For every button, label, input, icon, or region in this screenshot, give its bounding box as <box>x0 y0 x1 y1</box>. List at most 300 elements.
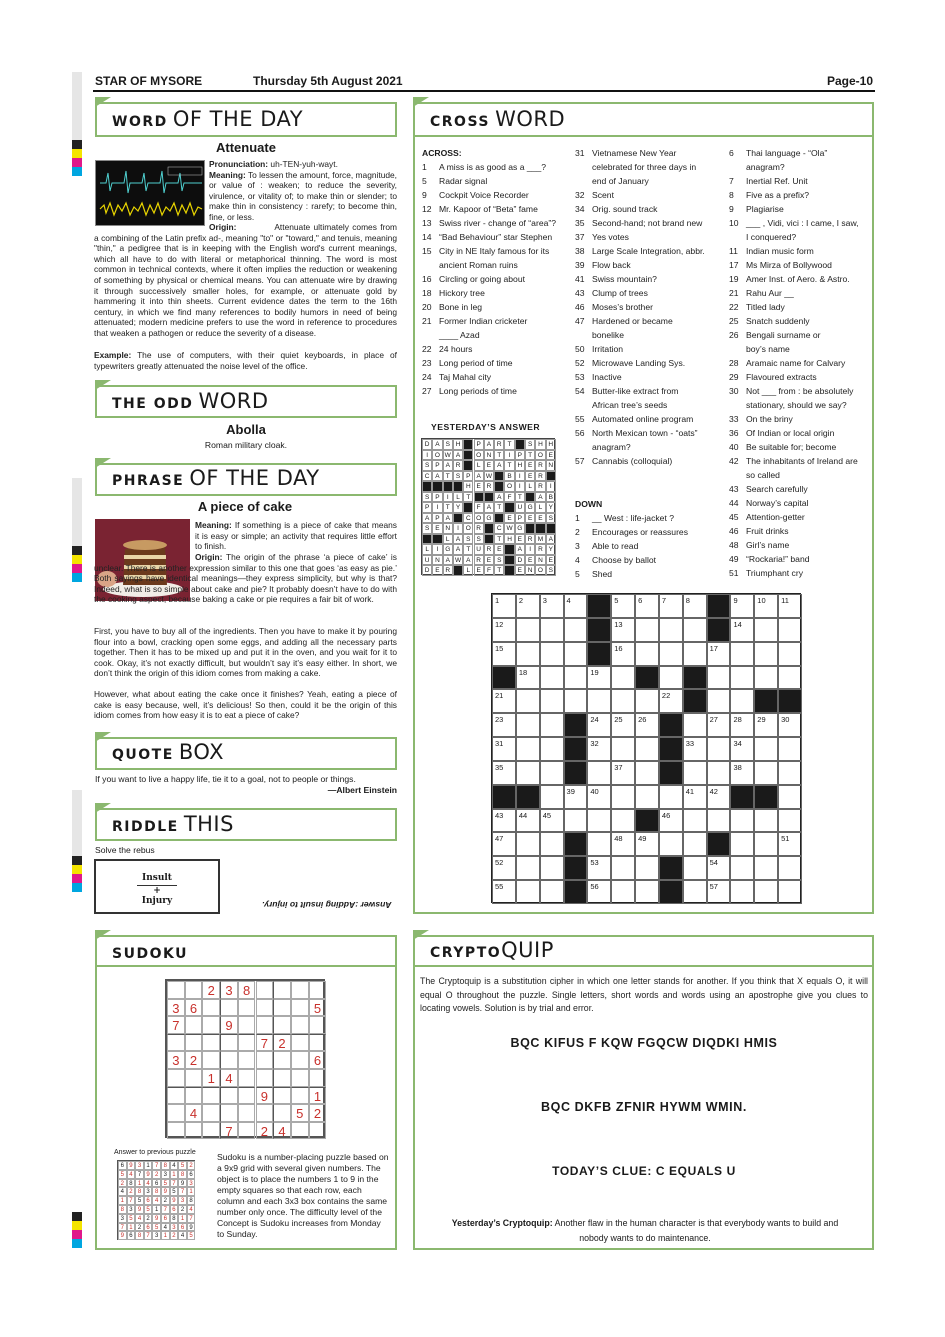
crossword-cell[interactable] <box>635 880 659 904</box>
sudoku-cell[interactable]: 4 <box>273 1122 291 1140</box>
sudoku-cell[interactable]: 6 <box>185 999 203 1017</box>
crossword-cell[interactable]: 52 <box>492 856 516 880</box>
sudoku-cell[interactable]: 5 <box>309 999 327 1017</box>
sudoku-cell[interactable] <box>273 981 291 999</box>
crossword-block <box>635 666 659 690</box>
crossword-cell[interactable] <box>683 832 707 856</box>
sudoku-cell[interactable] <box>202 1087 220 1105</box>
crossword-cell[interactable]: 11 <box>778 594 802 618</box>
wotd-example: Example: The use of computers, with their quiet keyboards, in place of typewriters greatly attenuated the noise level of the office. <box>94 350 397 371</box>
clue-line: 28 Aramaic name for Calvary <box>729 358 846 368</box>
crossword-cell[interactable] <box>707 809 731 833</box>
crossword-cell[interactable]: 21 <box>492 689 516 713</box>
yesterday-cell: B <box>546 492 556 503</box>
crossword-cell[interactable] <box>730 832 754 856</box>
yesterday-cell: E <box>432 565 442 576</box>
crossword-cell[interactable] <box>730 689 754 713</box>
crossword-cell[interactable]: 15 <box>492 642 516 666</box>
yesterday-cell: N <box>525 565 535 576</box>
crossword-cell[interactable]: 8 <box>683 594 707 618</box>
crossword-cell[interactable]: 57 <box>707 880 731 904</box>
previous-sudoku-cell: 6 <box>187 1170 196 1179</box>
crossword-cell[interactable] <box>540 666 564 690</box>
crossword-cell[interactable] <box>683 761 707 785</box>
crossword-cell[interactable] <box>540 856 564 880</box>
crossword-cell[interactable] <box>659 666 683 690</box>
crossword-cell[interactable] <box>635 618 659 642</box>
rebus-line1: Insult <box>142 873 172 883</box>
yesterday-cell <box>432 481 442 492</box>
sudoku-cell[interactable] <box>167 1034 185 1052</box>
sudoku-cell[interactable] <box>185 1087 203 1105</box>
sudoku-cell[interactable] <box>202 1034 220 1052</box>
crossword-cell[interactable] <box>516 832 540 856</box>
crossword-cell[interactable] <box>540 737 564 761</box>
crossword-cell[interactable] <box>587 832 611 856</box>
sudoku-cell[interactable]: 2 <box>273 1034 291 1052</box>
yesterday-cell: S <box>463 534 473 545</box>
sudoku-cell[interactable]: 3 <box>167 999 185 1017</box>
clue-line: 33 On the briny <box>729 414 793 424</box>
crossword-cell[interactable] <box>707 689 731 713</box>
sudoku-cell[interactable] <box>185 1122 203 1140</box>
sudoku-cell[interactable]: 2 <box>309 1104 327 1122</box>
sudoku-cell[interactable] <box>273 1051 291 1069</box>
yesterday-cell: O <box>504 481 514 492</box>
wotd-body-right: Pronunciation: uh-TEN-yuh-wayt. Meaning: To lessen the amount, force, magnitude, or value of : weaken; to reduce the severity, virulence, or vitality of; to make thin or slender; to make thin in consistency : rarefy; to become thin, fine, or less. <box>209 159 397 222</box>
sudoku-cell[interactable] <box>291 1016 309 1034</box>
crossword-cell[interactable] <box>778 809 802 833</box>
crossword-cell[interactable] <box>635 856 659 880</box>
crossword-block <box>659 761 683 785</box>
crossword-cell[interactable]: 26 <box>635 713 659 737</box>
crossword-cell[interactable]: 31 <box>492 737 516 761</box>
yesterday-cell: E <box>546 555 556 566</box>
sudoku-cell[interactable] <box>273 1069 291 1087</box>
sudoku-cell[interactable] <box>238 1016 256 1034</box>
sudoku-cell[interactable] <box>202 1122 220 1140</box>
sudoku-cell[interactable]: 7 <box>167 1016 185 1034</box>
yesterday-cell: S <box>546 513 556 524</box>
sudoku-cell[interactable] <box>291 1034 309 1052</box>
crossword-cell[interactable]: 13 <box>611 618 635 642</box>
crossword-cell[interactable] <box>778 666 802 690</box>
sudoku-cell[interactable] <box>220 1051 238 1069</box>
crossword-cell[interactable]: 45 <box>540 809 564 833</box>
sudoku-cell[interactable]: 7 <box>220 1122 238 1140</box>
yesterday-cell: A <box>443 460 453 471</box>
sudoku-cell[interactable] <box>309 1069 327 1087</box>
crossword-cell[interactable]: 47 <box>492 832 516 856</box>
crossword-cell[interactable] <box>754 761 778 785</box>
crossword-cell[interactable] <box>754 832 778 856</box>
sudoku-cell[interactable] <box>185 981 203 999</box>
sudoku-cell[interactable] <box>291 999 309 1017</box>
riddle-answer: Answer :Adding insult to injury. <box>262 900 392 910</box>
crossword-cell[interactable]: 42 <box>707 785 731 809</box>
crossword-cell[interactable] <box>683 880 707 904</box>
crossword-cell[interactable] <box>611 689 635 713</box>
sudoku-cell[interactable]: 3 <box>167 1051 185 1069</box>
sudoku-cell[interactable] <box>273 999 291 1017</box>
yesterday-cell: P <box>463 471 473 482</box>
crossword-cell[interactable] <box>540 832 564 856</box>
sudoku-cell[interactable] <box>202 999 220 1017</box>
crossword-cell[interactable] <box>564 689 588 713</box>
crossword-cell[interactable] <box>754 809 778 833</box>
sudoku-cell[interactable] <box>238 1051 256 1069</box>
sudoku-cell[interactable]: 4 <box>220 1069 238 1087</box>
yesterday-cell <box>515 439 525 450</box>
sudoku-cell[interactable] <box>238 1087 256 1105</box>
sudoku-cell[interactable] <box>167 1122 185 1140</box>
crossword-cell[interactable]: 30 <box>778 713 802 737</box>
sudoku-cell[interactable] <box>185 1069 203 1087</box>
sudoku-cell[interactable] <box>273 1104 291 1122</box>
sudoku-cell[interactable] <box>291 1051 309 1069</box>
clue-line: 54 Butter-like extract from <box>575 386 679 396</box>
crossword-cell[interactable] <box>754 618 778 642</box>
crossword-cell[interactable] <box>635 689 659 713</box>
sudoku-cell[interactable] <box>238 1104 256 1122</box>
crossword-cell[interactable]: 3 <box>540 594 564 618</box>
crossword-cell[interactable]: 14 <box>730 618 754 642</box>
clue-line: 23 Long period of time <box>422 358 513 368</box>
crossword-cell[interactable] <box>564 666 588 690</box>
crossword-cell[interactable] <box>540 761 564 785</box>
crossword-block <box>564 713 588 737</box>
crossword-cell[interactable]: 24 <box>587 713 611 737</box>
yesterday-cell: S <box>474 534 484 545</box>
crossword-cell[interactable]: 53 <box>587 856 611 880</box>
crossword-cell[interactable] <box>778 642 802 666</box>
crossword-cell[interactable] <box>540 880 564 904</box>
crossword-cell[interactable]: 32 <box>587 737 611 761</box>
clue-line: stationary, should we say? <box>746 400 847 410</box>
sudoku-cell[interactable] <box>167 981 185 999</box>
crossword-cell[interactable] <box>730 642 754 666</box>
crossword-cell[interactable] <box>754 642 778 666</box>
crossword-cell[interactable] <box>611 785 635 809</box>
crossword-cell[interactable]: 25 <box>611 713 635 737</box>
sudoku-cell[interactable] <box>309 1016 327 1034</box>
issue-date: Thursday 5th August 2021 <box>253 74 403 88</box>
crossword-cell[interactable]: 46 <box>659 809 683 833</box>
crossword-cell[interactable] <box>540 785 564 809</box>
crossword-cell[interactable] <box>707 761 731 785</box>
crossword-cell[interactable] <box>564 618 588 642</box>
crossword-cell[interactable] <box>778 856 802 880</box>
crossword-cell[interactable] <box>635 737 659 761</box>
sudoku-cell[interactable]: 2 <box>256 1122 274 1140</box>
wotd-title: WORD OF THE DAY <box>112 107 304 131</box>
sudoku-cell[interactable] <box>202 1104 220 1122</box>
yesterday-cell <box>463 460 473 471</box>
clue-line: 17 Ms Mirza of Bollywood <box>729 260 832 270</box>
crossword-cell[interactable] <box>659 785 683 809</box>
crossword-cell[interactable]: 40 <box>587 785 611 809</box>
crossword-cell[interactable]: 38 <box>730 761 754 785</box>
crossword-cell[interactable] <box>778 880 802 904</box>
sudoku-cell[interactable] <box>273 1016 291 1034</box>
previous-sudoku-cell: 5 <box>178 1161 187 1170</box>
sudoku-cell[interactable] <box>167 1087 185 1105</box>
crossword-cell[interactable] <box>778 737 802 761</box>
crossword-cell[interactable] <box>754 856 778 880</box>
crossword-cell[interactable] <box>564 809 588 833</box>
clue-line: anagram? <box>746 162 785 172</box>
crossword-cell[interactable] <box>659 618 683 642</box>
crossword-cell[interactable]: 4 <box>564 594 588 618</box>
crossword-cell[interactable] <box>540 642 564 666</box>
clue-line: 47 Hardened or became <box>575 316 673 326</box>
sudoku-cell[interactable] <box>291 1087 309 1105</box>
clue-line: 25 Snatch suddenly <box>729 316 810 326</box>
crossword-cell[interactable]: 43 <box>492 809 516 833</box>
crossword-cell[interactable] <box>516 880 540 904</box>
clue-line: African tree’s seeds <box>592 400 668 410</box>
crossword-cell[interactable]: 33 <box>683 737 707 761</box>
sudoku-cell[interactable] <box>256 1069 274 1087</box>
crossword-cell[interactable]: 23 <box>492 713 516 737</box>
crossword-cell[interactable] <box>659 832 683 856</box>
crossword-cell[interactable] <box>707 666 731 690</box>
sudoku-cell[interactable] <box>238 1034 256 1052</box>
clue-line: 51 Triumphant cry <box>729 568 803 578</box>
clue-line: 5 Radar signal <box>422 176 488 186</box>
sudoku-cell[interactable] <box>238 1122 256 1140</box>
crossword-cell[interactable] <box>635 785 659 809</box>
crossword-cell[interactable] <box>707 737 731 761</box>
sudoku-cell[interactable]: 9 <box>256 1087 274 1105</box>
clue-line: 46 Moses’s brother <box>575 302 653 312</box>
sudoku-cell[interactable] <box>238 999 256 1017</box>
yesterday-cell: R <box>535 471 545 482</box>
yesterday-cell: S <box>494 555 504 566</box>
riddle-title: RIDDLE THIS <box>112 812 234 836</box>
yesterday-cell: R <box>443 565 453 576</box>
crossword-cell[interactable]: 10 <box>754 594 778 618</box>
sudoku-cell[interactable]: 4 <box>185 1104 203 1122</box>
crossword-cell[interactable]: 35 <box>492 761 516 785</box>
crossword-cell[interactable] <box>611 809 635 833</box>
yesterday-cell: E <box>515 565 525 576</box>
sudoku-cell[interactable] <box>256 1051 274 1069</box>
sudoku-cell[interactable] <box>220 999 238 1017</box>
yesterday-cell: C <box>494 523 504 534</box>
yesterday-cryptoquip-label: Yesterday’s Cryptoquip: <box>451 1218 553 1228</box>
sudoku-cell[interactable] <box>309 1122 327 1140</box>
crossword-cell[interactable] <box>730 856 754 880</box>
yesterday-cell: P <box>432 492 442 503</box>
sudoku-cell[interactable] <box>220 1034 238 1052</box>
crossword-cell[interactable] <box>516 618 540 642</box>
crossword-cell[interactable]: 5 <box>611 594 635 618</box>
sudoku-cell[interactable] <box>256 981 274 999</box>
crossword-cell[interactable] <box>635 761 659 785</box>
sudoku-cell[interactable] <box>220 1104 238 1122</box>
yesterday-cell: I <box>422 450 432 461</box>
crossword-cell[interactable]: 17 <box>707 642 731 666</box>
previous-sudoku-cell: 3 <box>135 1161 144 1170</box>
yesterday-cell: S <box>422 492 432 503</box>
crossword-cell[interactable]: 6 <box>635 594 659 618</box>
crossword-cell[interactable] <box>516 713 540 737</box>
crossword-cell[interactable] <box>754 880 778 904</box>
sudoku-cell[interactable] <box>202 1051 220 1069</box>
crossword-cell[interactable] <box>730 880 754 904</box>
crossword-cell[interactable] <box>683 713 707 737</box>
crossword-cell[interactable] <box>587 809 611 833</box>
sudoku-cell[interactable]: 7 <box>256 1034 274 1052</box>
yesterday-cell: Y <box>546 544 556 555</box>
yesterday-cell: R <box>474 555 484 566</box>
crossword-cell[interactable] <box>778 618 802 642</box>
crossword-cell[interactable]: 44 <box>516 809 540 833</box>
yesterday-cell: U <box>422 555 432 566</box>
crossword-cell[interactable] <box>635 642 659 666</box>
clue-line: 7 Inertial Ref. Unit <box>729 176 808 186</box>
crossword-cell[interactable] <box>683 642 707 666</box>
yesterday-cell: R <box>474 523 484 534</box>
crossword-cell[interactable] <box>564 642 588 666</box>
crossword-cell[interactable] <box>683 856 707 880</box>
sudoku-cell[interactable]: 2 <box>202 981 220 999</box>
crossword-cell[interactable]: 51 <box>778 832 802 856</box>
crossword-cell[interactable] <box>611 666 635 690</box>
yesterday-cell: R <box>494 439 504 450</box>
crossword-cell[interactable] <box>754 666 778 690</box>
crossword-cell[interactable] <box>516 856 540 880</box>
crossword-cell[interactable]: 49 <box>635 832 659 856</box>
crossword-cell[interactable] <box>540 689 564 713</box>
sudoku-cell[interactable]: 3 <box>220 981 238 999</box>
sudoku-cell[interactable] <box>309 1034 327 1052</box>
yesterday-cell: P <box>432 513 442 524</box>
yesterday-cell: T <box>443 502 453 513</box>
crossword-cell[interactable] <box>540 713 564 737</box>
crossword-cell[interactable]: 7 <box>659 594 683 618</box>
sudoku-cell[interactable] <box>238 1069 256 1087</box>
sudoku-cell[interactable] <box>256 999 274 1017</box>
crossword-cell[interactable]: 18 <box>516 666 540 690</box>
yesterday-cell: A <box>494 460 504 471</box>
yesterday-cell: P <box>474 439 484 450</box>
yesterday-cell: A <box>484 502 494 513</box>
crossword-cell[interactable] <box>659 642 683 666</box>
crossword-cell[interactable]: 39 <box>564 785 588 809</box>
sudoku-cell[interactable]: 2 <box>185 1051 203 1069</box>
crossword-cell[interactable]: 28 <box>730 713 754 737</box>
yesterday-cell: Y <box>546 502 556 513</box>
sudoku-cell[interactable] <box>309 981 327 999</box>
crossword-cell[interactable] <box>730 666 754 690</box>
sudoku-cell[interactable] <box>256 1104 274 1122</box>
previous-sudoku-cell: 9 <box>161 1187 170 1196</box>
crossword-block <box>730 785 754 809</box>
previous-sudoku-cell: 6 <box>118 1161 127 1170</box>
sudoku-cell[interactable]: 1 <box>309 1087 327 1105</box>
crossword-cell[interactable]: 37 <box>611 761 635 785</box>
sudoku-cell[interactable]: 8 <box>238 981 256 999</box>
crossword-cell[interactable] <box>754 737 778 761</box>
crossword-cell[interactable]: 48 <box>611 832 635 856</box>
yesterday-cell: E <box>535 513 545 524</box>
previous-sudoku-cell: 9 <box>187 1223 196 1232</box>
yesterday-cell: S <box>443 439 453 450</box>
crossword-cell[interactable] <box>730 809 754 833</box>
previous-sudoku-cell: 1 <box>135 1179 144 1188</box>
yesterday-cell: I <box>515 481 525 492</box>
crossword-cell[interactable] <box>516 642 540 666</box>
sudoku-cell[interactable] <box>202 1016 220 1034</box>
crossword-cell[interactable]: 9 <box>730 594 754 618</box>
sudoku-cell[interactable]: 6 <box>309 1051 327 1069</box>
crossword-cell[interactable] <box>683 809 707 833</box>
crossword-cell[interactable]: 56 <box>587 880 611 904</box>
sudoku-cell[interactable] <box>291 1069 309 1087</box>
sudoku-cell[interactable] <box>185 1034 203 1052</box>
crossword-cell[interactable] <box>611 856 635 880</box>
yesterday-cell <box>504 565 514 576</box>
crossword-cell[interactable]: 41 <box>683 785 707 809</box>
sudoku-cell[interactable] <box>291 1122 309 1140</box>
sudoku-cell[interactable] <box>291 981 309 999</box>
crossword-cell[interactable] <box>611 880 635 904</box>
crossword-cell[interactable]: 54 <box>707 856 731 880</box>
sudoku-cell[interactable] <box>167 1104 185 1122</box>
clue-line: end of January <box>592 176 649 186</box>
crossword-cell[interactable]: 34 <box>730 737 754 761</box>
yesterday-cell: T <box>443 471 453 482</box>
sudoku-cell[interactable] <box>273 1087 291 1105</box>
crossword-cell[interactable]: 22 <box>659 689 683 713</box>
crossword-cell[interactable] <box>587 689 611 713</box>
crossword-cell[interactable] <box>516 761 540 785</box>
crossword-cell[interactable]: 55 <box>492 880 516 904</box>
crossword-cell[interactable] <box>778 761 802 785</box>
crossword-cell[interactable]: 27 <box>707 713 731 737</box>
crossword-cell[interactable]: 2 <box>516 594 540 618</box>
crossword-cell[interactable]: 16 <box>611 642 635 666</box>
sudoku-cell[interactable] <box>185 1016 203 1034</box>
yesterday-cell <box>484 523 494 534</box>
crossword-cell[interactable] <box>611 737 635 761</box>
crossword-cell[interactable]: 29 <box>754 713 778 737</box>
crossword-cell[interactable]: 1 <box>492 594 516 618</box>
yesterday-cell: E <box>484 555 494 566</box>
yesterday-cell: T <box>463 544 473 555</box>
crossword-cell[interactable]: 12 <box>492 618 516 642</box>
clue-line: 39 Flow back <box>575 260 631 270</box>
sudoku-cell[interactable]: 1 <box>202 1069 220 1087</box>
crossword-cell[interactable] <box>683 618 707 642</box>
crossword-cell[interactable] <box>587 761 611 785</box>
clue-line: 1 __ West : life-jacket ? <box>575 513 674 523</box>
crossword-cell[interactable] <box>516 737 540 761</box>
sudoku-cell[interactable] <box>167 1069 185 1087</box>
sudoku-cell[interactable]: 5 <box>291 1104 309 1122</box>
crossword-cell[interactable]: 19 <box>587 666 611 690</box>
crossword-cell[interactable] <box>516 689 540 713</box>
sudoku-cell[interactable] <box>220 1087 238 1105</box>
sudoku-cell[interactable]: 9 <box>220 1016 238 1034</box>
sudoku-cell[interactable] <box>256 1016 274 1034</box>
crossword-cell[interactable] <box>540 618 564 642</box>
yesterday-cell: S <box>422 460 432 471</box>
crossword-cell[interactable] <box>778 785 802 809</box>
yesterday-cell: L <box>443 534 453 545</box>
